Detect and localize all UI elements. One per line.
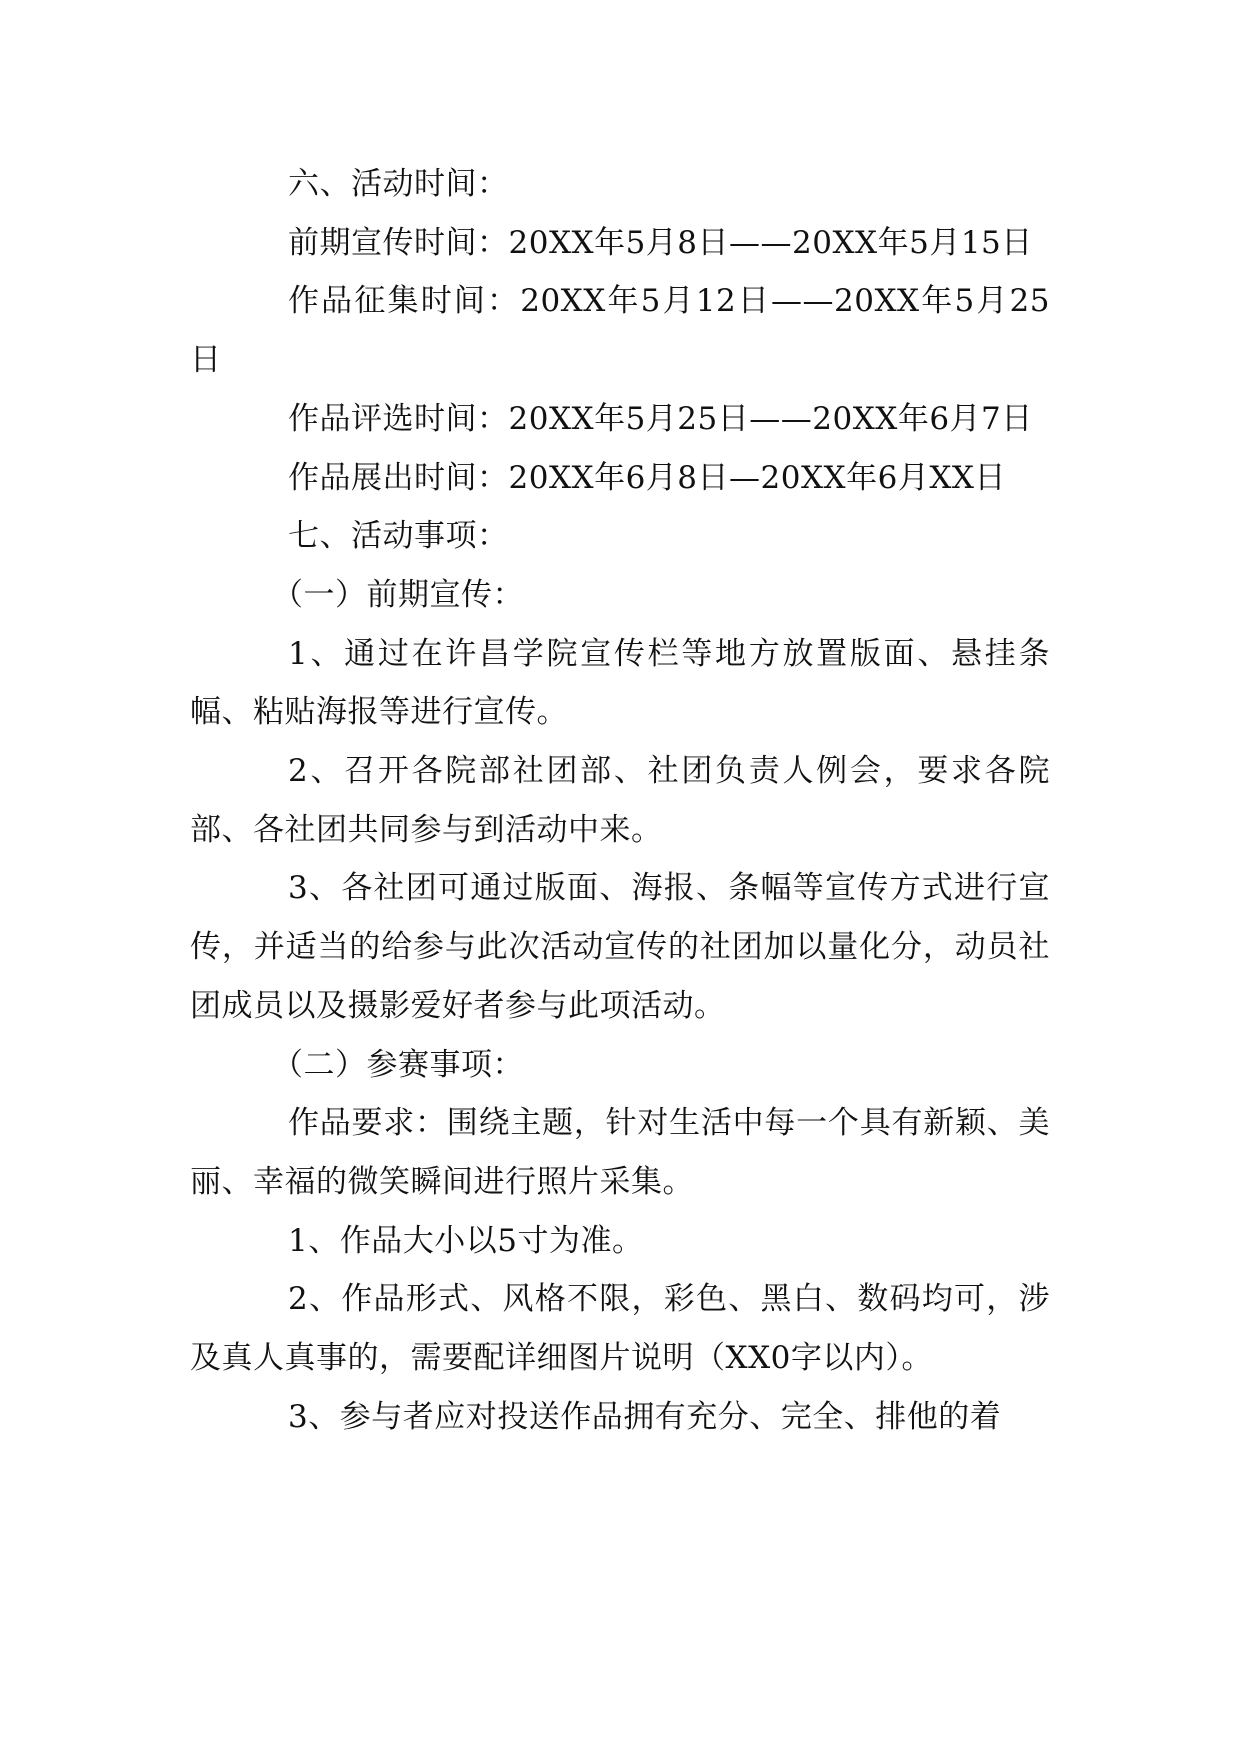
paragraph-rule-2: 2、作品形式、风格不限，彩色、黑白、数码均可，涉及真人真事的，需要配详细图片说明（XX0字以内）。 xyxy=(190,1281,1050,1377)
document-body xyxy=(190,155,1050,1446)
paragraph-work-requirements: 作品要求：围绕主题，针对生活中每一个具有新颖、美丽、幸福的微笑瞬间进行照片采集。 xyxy=(190,1105,1050,1200)
paragraph-rule-3: 3、参与者应对投送作品拥有充分、完全、排他的着 xyxy=(288,1398,1002,1435)
paragraph-promotion-period: 前期宣传时间：20XX年5月8日——20XX年5月15日 xyxy=(288,224,1033,261)
heading-activity-time: 六、活动时间： xyxy=(288,166,509,202)
paragraph-exhibition-period: 作品展出时间：20XX年6月8日—20XX年6月XX日 xyxy=(288,459,1006,496)
paragraph-judging-period: 作品评选时间：20XX年5月25日——20XX年6月7日 xyxy=(288,400,1033,437)
heading-activity-items: 七、活动事项： xyxy=(288,518,509,555)
paragraph-promotion-item-1: 1、通过在许昌学院宣传栏等地方放置版面、悬挂条幅、粘贴海报等进行宣传。 xyxy=(190,635,1050,731)
paragraph-collection-period: 作品征集时间：20XX年5月12日——20XX年5月25日 xyxy=(190,283,1050,379)
subheading-promotion: （一）前期宣传： xyxy=(272,576,524,613)
paragraph-promotion-item-2: 2、召开各院部社团部、社团负责人例会，要求各院部、各社团共同参与到活动中来。 xyxy=(190,753,1050,848)
paragraph-rule-1: 1、作品大小以5寸为准。 xyxy=(288,1222,644,1259)
paragraph-promotion-item-3: 3、各社团可通过版面、海报、条幅等宣传方式进行宣传，并适当的给参与此次活动宣传的社团加以量化分，动员社团成员以及摄影爱好者参与此项活动。 xyxy=(190,870,1050,1024)
subheading-entry-rules: （二）参赛事项： xyxy=(272,1046,524,1083)
